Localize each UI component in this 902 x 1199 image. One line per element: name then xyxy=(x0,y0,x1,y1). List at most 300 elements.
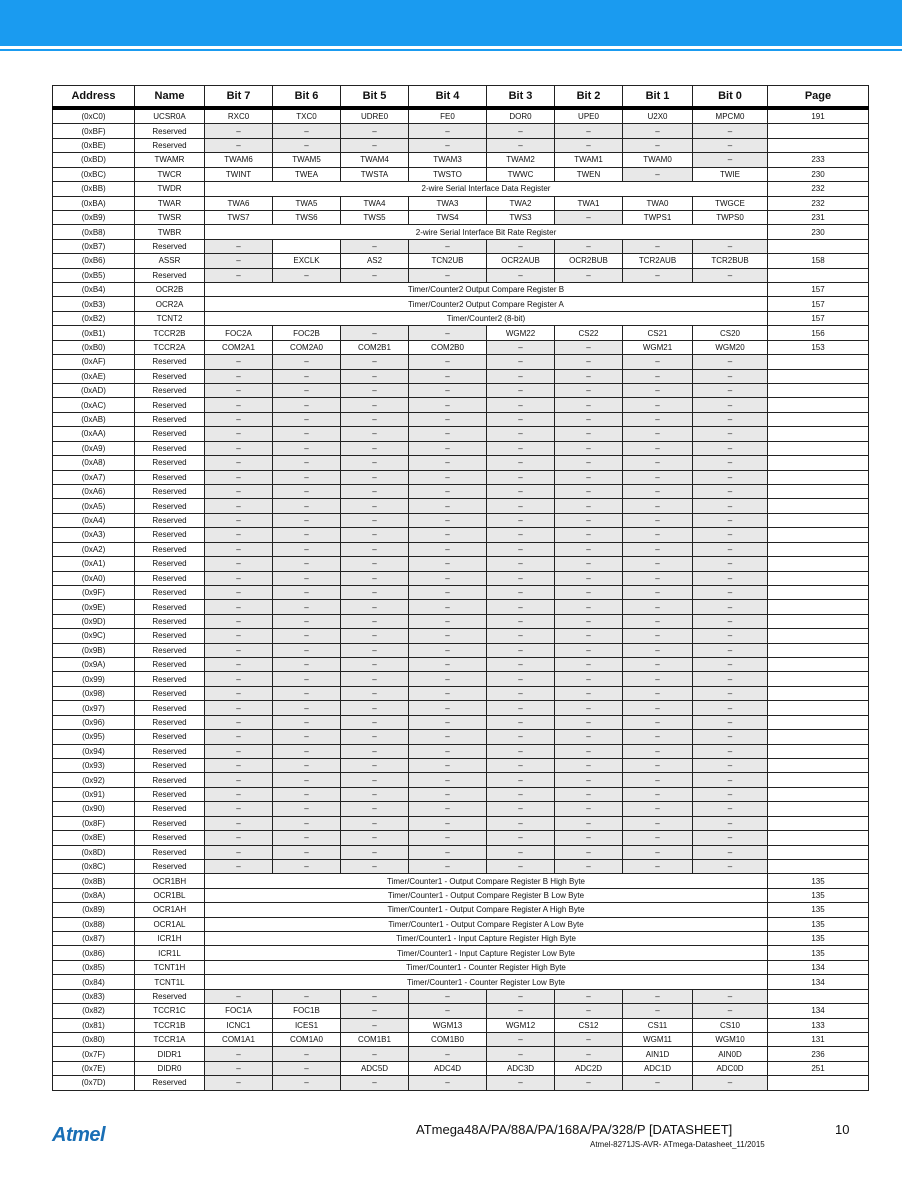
table-cell: – xyxy=(409,629,487,643)
table-cell: (0x82) xyxy=(53,1004,135,1018)
column-header: Address xyxy=(53,86,135,109)
table-cell: – xyxy=(341,1004,409,1018)
table-cell: – xyxy=(693,629,768,643)
table-cell: COM1B1 xyxy=(341,1033,409,1047)
table-cell xyxy=(768,484,869,498)
table-cell: – xyxy=(409,816,487,830)
table-row xyxy=(53,167,869,181)
table-row xyxy=(53,888,869,902)
table-row xyxy=(53,960,869,974)
table-cell: – xyxy=(487,643,555,657)
table-cell: – xyxy=(487,456,555,470)
table-cell: (0x99) xyxy=(53,672,135,686)
table-cell: – xyxy=(555,1033,623,1047)
table-cell: 135 xyxy=(768,932,869,946)
table-cell: 2-wire Serial Interface Data Register xyxy=(205,182,768,196)
table-cell: – xyxy=(409,499,487,513)
table-cell: – xyxy=(623,614,693,628)
table-cell: – xyxy=(555,859,623,873)
table-cell: Timer/Counter1 - Counter Register High Byte xyxy=(205,960,768,974)
table-cell: (0x9D) xyxy=(53,614,135,628)
header-rule xyxy=(0,49,902,51)
table-cell xyxy=(768,658,869,672)
table-cell: – xyxy=(623,441,693,455)
table-cell: TWDR xyxy=(135,182,205,196)
table-cell: 233 xyxy=(768,153,869,167)
table-cell: Reserved xyxy=(135,787,205,801)
table-cell: – xyxy=(205,484,273,498)
table-row xyxy=(53,124,869,138)
table-cell xyxy=(768,499,869,513)
table-cell: – xyxy=(623,167,693,181)
table-row xyxy=(53,427,869,441)
table-row xyxy=(53,528,869,542)
table-cell: – xyxy=(273,686,341,700)
table-cell: – xyxy=(409,369,487,383)
table-row xyxy=(53,384,869,398)
table-cell: (0xAD) xyxy=(53,384,135,398)
table-cell: – xyxy=(409,384,487,398)
table-cell: – xyxy=(273,715,341,729)
column-header: Bit 1 xyxy=(623,86,693,109)
table-cell: – xyxy=(341,326,409,340)
table-cell: – xyxy=(623,138,693,152)
table-cell: OCR2A xyxy=(135,297,205,311)
table-cell: 134 xyxy=(768,960,869,974)
table-cell: 134 xyxy=(768,975,869,989)
table-cell: – xyxy=(555,456,623,470)
table-cell: – xyxy=(341,441,409,455)
table-cell: Reserved xyxy=(135,773,205,787)
table-cell: – xyxy=(273,1076,341,1090)
table-cell: TCCR2B xyxy=(135,326,205,340)
table-cell: – xyxy=(205,427,273,441)
table-cell: (0xBD) xyxy=(53,153,135,167)
table-cell: – xyxy=(341,816,409,830)
table-cell: – xyxy=(273,355,341,369)
table-cell: – xyxy=(273,773,341,787)
table-row xyxy=(53,355,869,369)
table-cell: – xyxy=(693,470,768,484)
table-cell: RXC0 xyxy=(205,108,273,124)
table-cell: TWAR xyxy=(135,196,205,210)
table-cell: ASSR xyxy=(135,254,205,268)
table-cell: – xyxy=(487,629,555,643)
table-cell: TCCR1A xyxy=(135,1033,205,1047)
table-row xyxy=(53,470,869,484)
table-cell: TWAM0 xyxy=(623,153,693,167)
table-header-row xyxy=(53,86,869,109)
table-cell: Reserved xyxy=(135,758,205,772)
table-cell xyxy=(768,412,869,426)
table-cell: – xyxy=(341,758,409,772)
table-row xyxy=(53,412,869,426)
table-cell xyxy=(768,571,869,585)
table-cell: – xyxy=(205,802,273,816)
table-row xyxy=(53,715,869,729)
table-cell: – xyxy=(409,672,487,686)
table-cell: – xyxy=(409,744,487,758)
table-cell: – xyxy=(487,499,555,513)
table-cell: – xyxy=(205,456,273,470)
table-cell: – xyxy=(273,845,341,859)
table-cell: – xyxy=(205,138,273,152)
table-cell: (0x94) xyxy=(53,744,135,758)
table-cell: – xyxy=(341,456,409,470)
table-cell: TWEN xyxy=(555,167,623,181)
table-cell: – xyxy=(487,1033,555,1047)
table-cell: (0x9F) xyxy=(53,585,135,599)
table-row xyxy=(53,932,869,946)
table-cell: – xyxy=(341,802,409,816)
table-cell: TWSR xyxy=(135,210,205,224)
table-cell: TCNT1H xyxy=(135,960,205,974)
table-cell xyxy=(768,470,869,484)
table-cell: – xyxy=(409,1047,487,1061)
table-cell: ADC3D xyxy=(487,1061,555,1075)
table-cell: – xyxy=(693,672,768,686)
table-cell: – xyxy=(487,513,555,527)
table-cell: (0xA2) xyxy=(53,542,135,556)
table-cell: Reserved xyxy=(135,138,205,152)
table-cell: – xyxy=(409,124,487,138)
table-cell: – xyxy=(409,643,487,657)
table-cell: (0x9A) xyxy=(53,658,135,672)
table-row xyxy=(53,730,869,744)
table-cell: – xyxy=(555,124,623,138)
table-cell: – xyxy=(487,571,555,585)
table-cell: CS21 xyxy=(623,326,693,340)
table-cell: – xyxy=(205,701,273,715)
table-cell: Reserved xyxy=(135,802,205,816)
table-cell: – xyxy=(487,701,555,715)
table-cell: 131 xyxy=(768,1033,869,1047)
table-row xyxy=(53,499,869,513)
table-row xyxy=(53,773,869,787)
table-cell: – xyxy=(273,513,341,527)
table-cell: – xyxy=(205,614,273,628)
table-cell: 153 xyxy=(768,340,869,354)
document-id: Atmel-8271JS-AVR- ATmega-Datasheet_11/2015 xyxy=(590,1140,765,1149)
table-cell: Reserved xyxy=(135,629,205,643)
table-cell: – xyxy=(693,239,768,253)
table-cell: – xyxy=(623,542,693,556)
table-cell xyxy=(768,528,869,542)
table-cell: Timer/Counter1 - Output Compare Register B Low Byte xyxy=(205,888,768,902)
table-cell: – xyxy=(205,542,273,556)
table-cell: CS10 xyxy=(693,1018,768,1032)
table-cell: COM2B1 xyxy=(341,340,409,354)
table-cell: – xyxy=(693,384,768,398)
table-cell: Reserved xyxy=(135,557,205,571)
table-cell: Reserved xyxy=(135,730,205,744)
table-cell: – xyxy=(205,513,273,527)
table-cell: – xyxy=(205,672,273,686)
table-cell: – xyxy=(205,686,273,700)
column-header: Bit 7 xyxy=(205,86,273,109)
table-cell: – xyxy=(487,1076,555,1090)
table-cell: (0xBA) xyxy=(53,196,135,210)
table-cell: – xyxy=(693,859,768,873)
table-cell: – xyxy=(273,672,341,686)
table-cell: 2-wire Serial Interface Bit Rate Register xyxy=(205,225,768,239)
table-cell: (0xA9) xyxy=(53,441,135,455)
table-cell xyxy=(768,384,869,398)
table-cell: (0xA1) xyxy=(53,557,135,571)
table-cell: – xyxy=(555,1004,623,1018)
table-cell: – xyxy=(693,831,768,845)
table-cell: Reserved xyxy=(135,369,205,383)
table-row xyxy=(53,600,869,614)
table-cell: – xyxy=(341,658,409,672)
table-cell: – xyxy=(487,470,555,484)
table-cell: – xyxy=(341,412,409,426)
document-title: ATmega48A/PA/88A/PA/168A/PA/328/P [DATASHEET] xyxy=(416,1122,733,1137)
table-cell: – xyxy=(409,773,487,787)
table-cell: – xyxy=(555,701,623,715)
table-cell: Reserved xyxy=(135,268,205,282)
table-cell: – xyxy=(487,239,555,253)
table-cell: – xyxy=(341,499,409,513)
table-row xyxy=(53,557,869,571)
table-cell: – xyxy=(555,1047,623,1061)
table-cell: (0xA5) xyxy=(53,499,135,513)
table-cell: – xyxy=(555,585,623,599)
table-cell: – xyxy=(341,585,409,599)
table-row xyxy=(53,903,869,917)
table-cell: – xyxy=(205,369,273,383)
table-cell: Reserved xyxy=(135,484,205,498)
table-cell: – xyxy=(555,499,623,513)
table-cell: – xyxy=(341,744,409,758)
table-cell: OCR1BL xyxy=(135,888,205,902)
table-cell: (0x86) xyxy=(53,946,135,960)
table-row xyxy=(53,1047,869,1061)
table-row xyxy=(53,874,869,888)
table-cell: TWGCE xyxy=(693,196,768,210)
table-cell: (0xB2) xyxy=(53,311,135,325)
table-cell: – xyxy=(555,715,623,729)
table-cell: – xyxy=(409,427,487,441)
table-cell xyxy=(768,1076,869,1090)
table-cell: – xyxy=(205,658,273,672)
table-cell: – xyxy=(205,845,273,859)
table-cell: (0xB7) xyxy=(53,239,135,253)
table-cell: – xyxy=(273,643,341,657)
table-cell: – xyxy=(409,686,487,700)
table-cell: – xyxy=(693,845,768,859)
table-cell: Reserved xyxy=(135,701,205,715)
table-row xyxy=(53,629,869,643)
table-cell: TWA1 xyxy=(555,196,623,210)
table-cell xyxy=(768,542,869,556)
table-cell xyxy=(768,369,869,383)
table-cell xyxy=(768,600,869,614)
table-cell: (0x83) xyxy=(53,989,135,1003)
table-cell: – xyxy=(487,730,555,744)
table-row xyxy=(53,268,869,282)
table-cell: – xyxy=(487,1004,555,1018)
table-cell: – xyxy=(555,441,623,455)
table-cell: – xyxy=(693,124,768,138)
table-cell: Reserved xyxy=(135,744,205,758)
table-cell: Reserved xyxy=(135,715,205,729)
table-cell: – xyxy=(409,831,487,845)
table-row xyxy=(53,1004,869,1018)
table-cell: Reserved xyxy=(135,124,205,138)
table-cell: – xyxy=(555,787,623,801)
table-row xyxy=(53,917,869,931)
table-row xyxy=(53,859,869,873)
table-cell: – xyxy=(693,816,768,830)
table-cell: (0x88) xyxy=(53,917,135,931)
table-cell: – xyxy=(205,758,273,772)
table-cell: – xyxy=(693,686,768,700)
table-cell: – xyxy=(273,614,341,628)
table-cell: – xyxy=(487,585,555,599)
table-cell: – xyxy=(205,441,273,455)
table-row xyxy=(53,513,869,527)
table-cell: (0x8E) xyxy=(53,831,135,845)
table-cell xyxy=(768,859,869,873)
table-cell: – xyxy=(693,557,768,571)
table-cell: ADC2D xyxy=(555,1061,623,1075)
table-cell: – xyxy=(693,153,768,167)
table-cell: – xyxy=(273,859,341,873)
table-cell: TWAM6 xyxy=(205,153,273,167)
table-cell: – xyxy=(205,571,273,585)
table-cell: – xyxy=(693,542,768,556)
table-cell: – xyxy=(273,268,341,282)
table-cell: – xyxy=(409,845,487,859)
table-cell: OCR1BH xyxy=(135,874,205,888)
table-row xyxy=(53,614,869,628)
table-cell: – xyxy=(623,528,693,542)
table-cell: (0xAF) xyxy=(53,355,135,369)
table-cell: Reserved xyxy=(135,499,205,513)
table-row xyxy=(53,758,869,772)
table-cell: – xyxy=(409,658,487,672)
atmel-logo: Atmel xyxy=(52,1124,106,1146)
table-cell: – xyxy=(555,802,623,816)
table-cell: – xyxy=(555,600,623,614)
table-cell: (0xA6) xyxy=(53,484,135,498)
table-cell: – xyxy=(693,398,768,412)
table-cell: – xyxy=(693,614,768,628)
table-cell: TWA2 xyxy=(487,196,555,210)
table-cell: – xyxy=(273,557,341,571)
table-cell: – xyxy=(555,384,623,398)
table-cell: – xyxy=(623,686,693,700)
table-row xyxy=(53,456,869,470)
table-cell: – xyxy=(487,398,555,412)
table-cell: UDRE0 xyxy=(341,108,409,124)
table-cell: – xyxy=(623,239,693,253)
table-cell: – xyxy=(555,355,623,369)
table-cell: – xyxy=(693,369,768,383)
table-cell: – xyxy=(341,138,409,152)
table-cell: – xyxy=(487,802,555,816)
table-cell: Reserved xyxy=(135,571,205,585)
table-cell: – xyxy=(693,643,768,657)
table-row xyxy=(53,975,869,989)
table-cell: – xyxy=(341,600,409,614)
table-cell: Reserved xyxy=(135,456,205,470)
table-cell: WGM12 xyxy=(487,1018,555,1032)
table-cell: – xyxy=(341,355,409,369)
table-cell: TCCR2A xyxy=(135,340,205,354)
table-cell: – xyxy=(341,398,409,412)
table-cell: – xyxy=(555,989,623,1003)
table-cell: – xyxy=(623,513,693,527)
table-cell xyxy=(768,441,869,455)
table-row xyxy=(53,571,869,585)
table-cell: TWWC xyxy=(487,167,555,181)
table-cell: – xyxy=(409,1076,487,1090)
table-cell: – xyxy=(623,484,693,498)
table-cell: TWPS1 xyxy=(623,210,693,224)
table-cell: TWS4 xyxy=(409,210,487,224)
table-cell: TWSTO xyxy=(409,167,487,181)
table-cell: – xyxy=(409,802,487,816)
table-cell: U2X0 xyxy=(623,108,693,124)
table-cell: – xyxy=(273,758,341,772)
table-cell: OCR2AUB xyxy=(487,254,555,268)
table-cell: (0x8D) xyxy=(53,845,135,859)
table-cell: – xyxy=(487,340,555,354)
table-cell: – xyxy=(555,340,623,354)
table-row xyxy=(53,441,869,455)
table-cell: – xyxy=(555,398,623,412)
table-cell: (0xB1) xyxy=(53,326,135,340)
table-cell: (0xC0) xyxy=(53,108,135,124)
table-cell: TCR2AUB xyxy=(623,254,693,268)
table-cell: Timer/Counter1 - Output Compare Register A High Byte xyxy=(205,903,768,917)
table-cell: – xyxy=(487,816,555,830)
table-cell: 158 xyxy=(768,254,869,268)
table-cell: – xyxy=(409,614,487,628)
table-cell: (0x8F) xyxy=(53,816,135,830)
table-cell: – xyxy=(205,355,273,369)
table-cell: Reserved xyxy=(135,441,205,455)
table-cell xyxy=(768,730,869,744)
table-cell: OCR1AH xyxy=(135,903,205,917)
table-cell: – xyxy=(205,787,273,801)
table-cell: COM1A0 xyxy=(273,1033,341,1047)
table-cell: – xyxy=(341,484,409,498)
table-cell: – xyxy=(341,427,409,441)
table-cell: 135 xyxy=(768,874,869,888)
table-cell: – xyxy=(409,585,487,599)
table-cell: – xyxy=(341,845,409,859)
table-cell: Timer/Counter2 Output Compare Register B xyxy=(205,283,768,297)
table-cell: Reserved xyxy=(135,427,205,441)
table-cell: TCNT2 xyxy=(135,311,205,325)
table-cell: COM2A1 xyxy=(205,340,273,354)
table-cell: – xyxy=(555,643,623,657)
table-cell: – xyxy=(341,542,409,556)
table-cell: ADC1D xyxy=(623,1061,693,1075)
table-cell: Reserved xyxy=(135,1076,205,1090)
table-cell: – xyxy=(409,456,487,470)
table-cell: – xyxy=(623,802,693,816)
table-cell: – xyxy=(693,1076,768,1090)
table-row xyxy=(53,542,869,556)
table-cell: (0x96) xyxy=(53,715,135,729)
table-cell: – xyxy=(273,701,341,715)
table-row xyxy=(53,1033,869,1047)
table-cell: – xyxy=(205,557,273,571)
